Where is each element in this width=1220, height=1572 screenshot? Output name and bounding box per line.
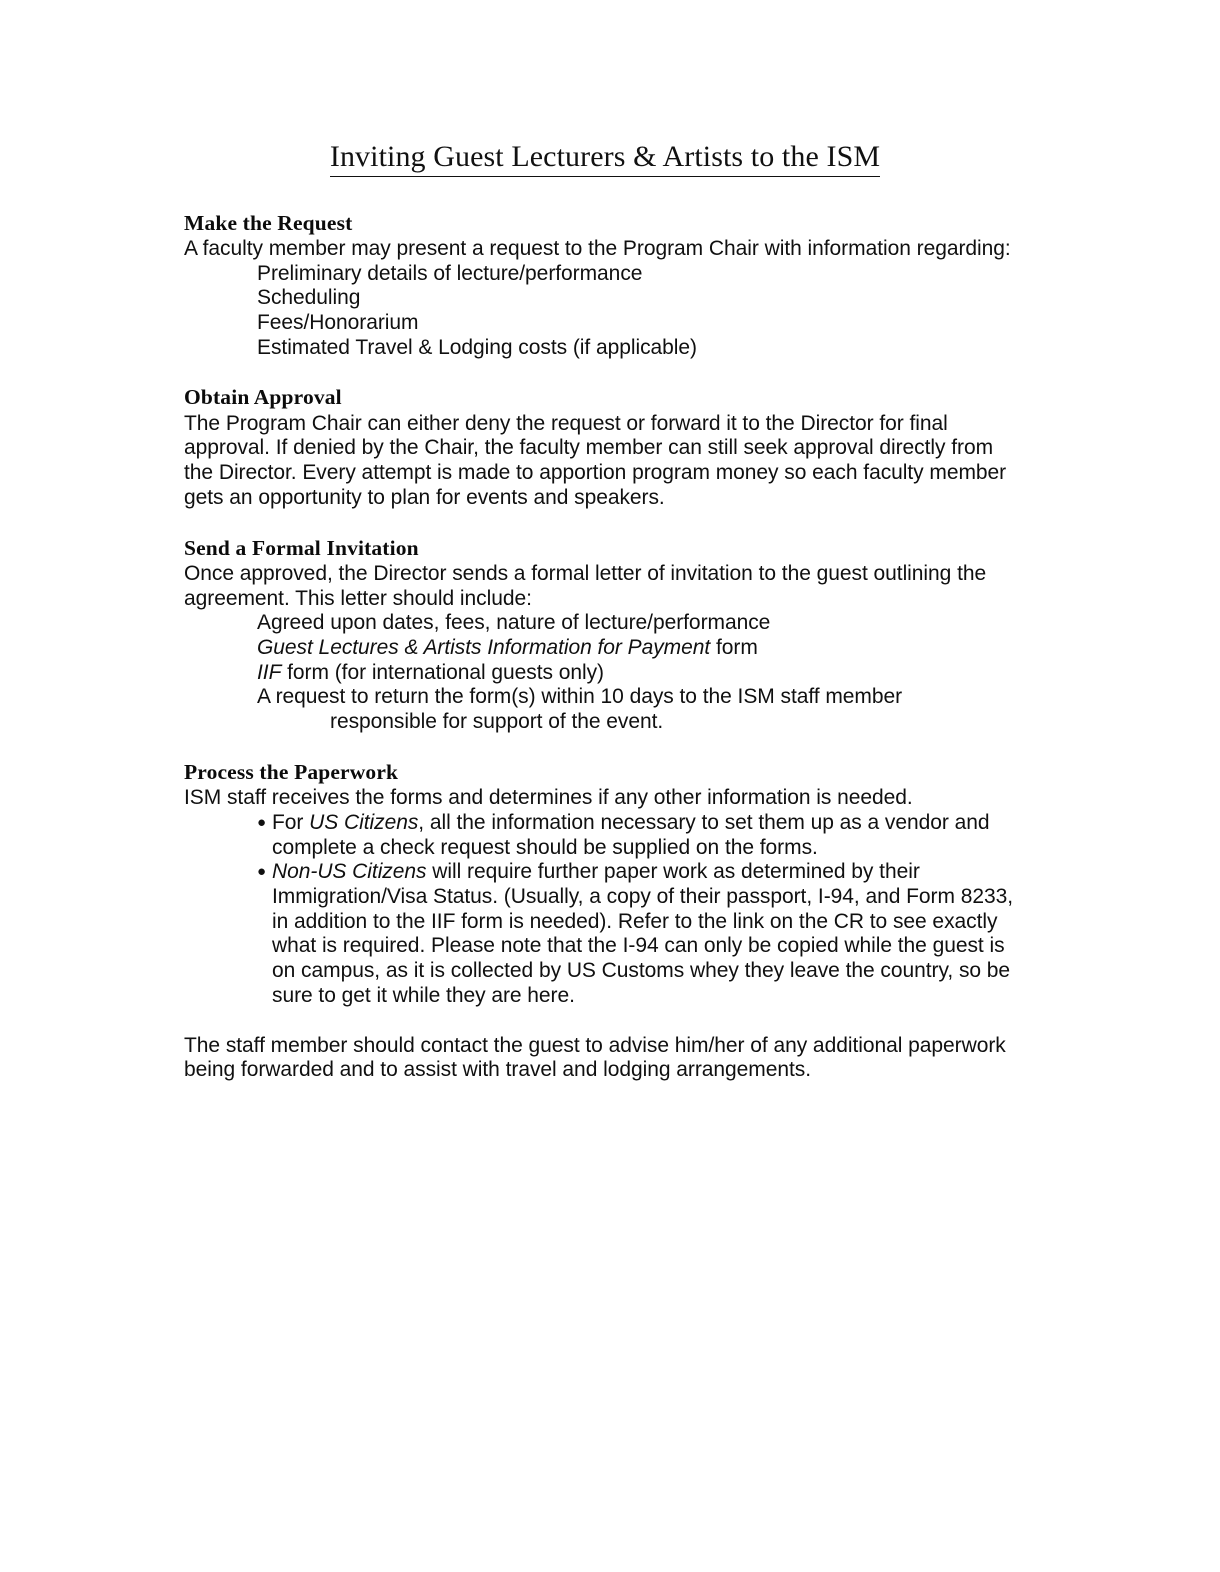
section-intro-process-the-paperwork: ISM staff receives the forms and determines if any other information is needed. xyxy=(184,786,913,810)
bullet-lead-text: For xyxy=(272,810,310,834)
section-obtain-approval xyxy=(184,385,1026,510)
section-heading-make-the-request: Make the Request xyxy=(184,210,353,235)
list-item xyxy=(184,685,1026,734)
list-item xyxy=(184,811,1026,860)
list-item-text: Agreed upon dates, fees, nature of lecture/performance xyxy=(257,611,771,635)
list-item-subindent-text: responsible for support of the event. xyxy=(330,710,664,734)
bullet-italic-term: Non-US Citizens xyxy=(272,860,427,884)
bullet-rest-text: , all the information necessary to set them up as a vendor and complete a check request should be supplied on the forms. xyxy=(272,810,990,859)
list-item-italic-title: IIF xyxy=(257,660,282,684)
bullet-icon: ● xyxy=(257,863,267,881)
section-heading-process-the-paperwork: Process the Paperwork xyxy=(184,759,399,784)
bullet-italic-term: US Citizens xyxy=(309,810,419,834)
bullet-rest-text: will require further paper work as determined by their Immigration/Visa Status. (Usually, a copy of their passport, I-94, and Form 8233, in addition to the IIF form is needed). Refer to the link on the CR to see exactly what is required. Please note that the I-94 can only be copied while the guest is on campus, as it is collected by US Customs whey they leave the country, so be sure to get it while they are here. xyxy=(272,860,1014,1007)
list-item: Fees/Honorarium xyxy=(257,310,419,334)
list-item: Estimated Travel & Lodging costs (if applicable) xyxy=(257,335,697,359)
invitation-contents-list xyxy=(184,611,1026,735)
list-item xyxy=(184,636,1026,661)
list-item xyxy=(184,661,1026,686)
section-intro-make-the-request: A faculty member may present a request to the Program Chair with information regarding: xyxy=(184,236,1011,260)
section-heading-send-a-formal-invitation: Send a Formal Invitation xyxy=(184,535,419,560)
list-item-text: A request to return the form(s) within 10 days to the ISM staff member xyxy=(257,685,903,709)
list-item: Scheduling xyxy=(257,286,361,310)
list-item-text: form (for international guests only) xyxy=(281,660,604,684)
list-item xyxy=(184,860,1026,1008)
section-make-the-request xyxy=(184,211,1026,361)
page-title-text: Inviting Guest Lecturers & Artists to the ISM xyxy=(330,140,880,177)
section-intro-send-a-formal-invitation: Once approved, the Director sends a formal letter of invitation to the guest outlining the agreement. This letter should include: xyxy=(184,561,987,610)
section-body-obtain-approval: The Program Chair can either deny the request or forward it to the Director for final approval. If denied by the Chair, the faculty member can still seek approval directly from the Director. Every attempt is made to apportion program money so each faculty member gets an opportunity to plan for events and speakers. xyxy=(184,411,1007,509)
document-content xyxy=(184,140,1026,1083)
section-process-the-paperwork xyxy=(184,760,1026,1009)
section-send-a-formal-invitation xyxy=(184,536,1026,735)
request-details-list xyxy=(184,262,1026,361)
list-item xyxy=(184,611,1026,636)
bullet-icon: ● xyxy=(257,813,267,831)
paperwork-bullet-list xyxy=(184,811,1026,1009)
list-item-text: form xyxy=(710,636,758,660)
page-title xyxy=(184,140,1026,177)
list-item: Preliminary details of lecture/performance xyxy=(257,261,643,285)
list-item-italic-title: Guest Lectures & Artists Information for Payment xyxy=(257,636,711,660)
section-heading-obtain-approval: Obtain Approval xyxy=(184,385,342,410)
closing-paragraph: The staff member should contact the guest to advise him/her of any additional paperwork being forwarded and to assist with travel and lodging arrangements. xyxy=(184,1033,1006,1082)
